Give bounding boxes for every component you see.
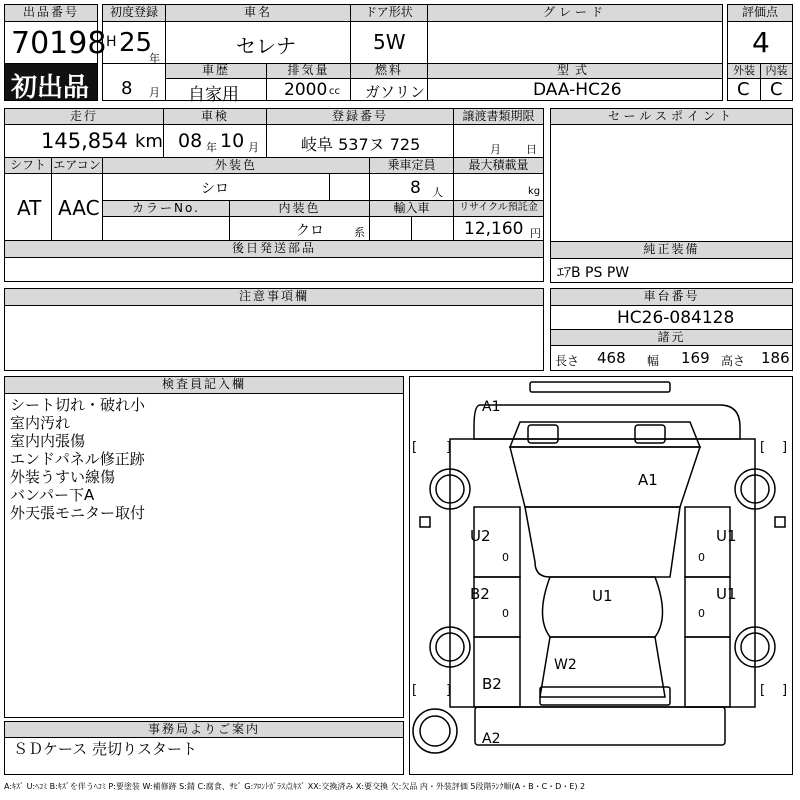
damage-mark: A2 bbox=[482, 731, 501, 747]
insp-year-unit: 年 bbox=[206, 141, 217, 154]
int-cell bbox=[760, 78, 793, 101]
inspection-cell bbox=[163, 124, 267, 158]
model: DAA-HC26 bbox=[533, 80, 622, 100]
equipment-cell bbox=[550, 258, 793, 283]
damage-diagram bbox=[409, 376, 793, 775]
sales-cell bbox=[550, 124, 793, 242]
year: 25 bbox=[119, 28, 153, 58]
height-label: 高さ bbox=[721, 354, 746, 368]
import-cell-a bbox=[369, 216, 412, 241]
fuel: ガソリン bbox=[365, 83, 426, 101]
capacity-header: 乗車定員 bbox=[369, 157, 454, 174]
lot-number-header: 出品番号 bbox=[4, 4, 98, 22]
reg-cell bbox=[266, 124, 454, 158]
era: H bbox=[106, 34, 117, 50]
equipment: ｴｱB PS PW bbox=[557, 265, 630, 281]
grade-header: グレード bbox=[427, 4, 723, 22]
door-header: ドア形状 bbox=[350, 4, 428, 22]
car-outline bbox=[410, 377, 794, 776]
damage-mark: U1 bbox=[716, 585, 737, 603]
specs-header: 諸元 bbox=[550, 329, 793, 346]
bracket-mark: ] bbox=[782, 440, 788, 455]
office-text: ＳＤケース 売切りスタート bbox=[13, 740, 198, 758]
model-cell bbox=[427, 78, 723, 101]
inspector-line: 室内内張傷 bbox=[10, 432, 86, 450]
grade-cell bbox=[427, 21, 723, 64]
displacement-unit: cc bbox=[329, 86, 340, 97]
shift: AT bbox=[17, 196, 42, 220]
first-reg-header: 初度登録 bbox=[102, 4, 166, 22]
history-cell bbox=[165, 78, 267, 105]
length: 468 bbox=[597, 349, 626, 367]
recycle: 12,160 bbox=[464, 219, 524, 239]
capacity-cell bbox=[369, 173, 454, 201]
damage-mark: B2 bbox=[470, 585, 490, 603]
history: 自家用 bbox=[188, 85, 239, 105]
first-reg-month-cell bbox=[102, 63, 166, 101]
score: 4 bbox=[752, 26, 770, 59]
month: 8 bbox=[121, 78, 133, 99]
insp-year: 08 bbox=[178, 130, 203, 152]
specs-cell bbox=[550, 345, 793, 371]
shift-cell bbox=[4, 173, 52, 241]
ext-header: 外装 bbox=[727, 63, 761, 79]
damage-mark: A1 bbox=[638, 471, 658, 489]
displacement-header: 排気量 bbox=[266, 63, 351, 79]
color-no-cell bbox=[102, 216, 230, 241]
bracket-mark: ] bbox=[446, 440, 452, 455]
first-listing-label: 初出品 bbox=[11, 73, 90, 103]
doc-cell bbox=[453, 124, 544, 158]
displacement: 2000 bbox=[284, 80, 328, 100]
office-header: 事務局よりご案内 bbox=[4, 721, 404, 738]
int-score: C bbox=[770, 79, 783, 100]
recycle-header: リサイクル預託金 bbox=[453, 200, 544, 217]
load-unit: kg bbox=[528, 186, 541, 197]
displacement-cell bbox=[266, 78, 351, 101]
mileage: 145,854 bbox=[41, 129, 128, 153]
inspector-header: 検査員記入欄 bbox=[4, 376, 404, 394]
inspector-line: 外装うすい線傷 bbox=[10, 468, 116, 486]
notes-cell bbox=[4, 305, 544, 371]
score-header: 評価点 bbox=[727, 4, 793, 22]
len-label: 長さ bbox=[555, 354, 580, 368]
mileage-cell bbox=[4, 124, 164, 158]
ext-cell bbox=[727, 78, 761, 101]
insp-month-unit: 月 bbox=[248, 141, 259, 154]
car-name-cell bbox=[165, 21, 351, 64]
legend: A:ｷｽﾞ U:ﾍｺﾐ B:ｷｽﾞを伴うﾍｺﾐ P:要塗装 W:補修跡 S:錆 C:腐食、ｻﾋﾞ G:ﾌﾛﾝﾄｶﾞﾗｽ点ｷｽﾞ XX:交換済み X:要交換 欠:欠品 内・外装評価 5段階ﾗﾝｸ順(A・B・C・D・E) 2 bbox=[4, 782, 586, 791]
car-name-header: 車名 bbox=[165, 4, 351, 22]
reg-number: 岐阜 537ヌ 725 bbox=[301, 135, 421, 154]
fuel-header: 燃料 bbox=[350, 63, 428, 79]
inspector-line: エンドパネル修正跡 bbox=[10, 450, 145, 468]
ac: AAC bbox=[58, 196, 100, 220]
ext-score: C bbox=[737, 79, 750, 100]
door-cell bbox=[350, 21, 428, 64]
office-cell bbox=[4, 737, 404, 775]
color-no-header: カラーNo. bbox=[102, 200, 230, 217]
zero-mark: 0 bbox=[502, 551, 509, 564]
ac-cell bbox=[51, 173, 103, 241]
mileage-header: 走行 bbox=[4, 108, 164, 125]
inspection-header: 車検 bbox=[163, 108, 267, 125]
height: 186 bbox=[761, 349, 790, 367]
chassis: HC26-084128 bbox=[617, 308, 735, 328]
zero-mark: 0 bbox=[502, 607, 509, 620]
damage-mark: U1 bbox=[716, 527, 737, 545]
bracket-mark: [ bbox=[760, 440, 766, 455]
doc-month: 月 bbox=[490, 143, 501, 156]
score-cell bbox=[727, 21, 793, 64]
doc-day: 日 bbox=[526, 143, 537, 156]
zero-mark: 0 bbox=[698, 607, 705, 620]
reg-header: 登録番号 bbox=[266, 108, 454, 125]
lot-number-cell bbox=[4, 21, 107, 64]
damage-mark: U2 bbox=[470, 527, 491, 545]
inspector-line: シート切れ・破れ小 bbox=[10, 396, 146, 414]
int-color-cell bbox=[229, 216, 370, 241]
lot-number: 70198 bbox=[11, 26, 107, 61]
capacity: 8 bbox=[410, 178, 421, 198]
damage-mark: U1 bbox=[592, 587, 613, 605]
recycle-unit: 円 bbox=[530, 227, 541, 240]
chassis-header: 車台番号 bbox=[550, 288, 793, 306]
capacity-unit: 人 bbox=[432, 186, 443, 199]
ext-color-cell bbox=[102, 173, 330, 201]
month-unit: 月 bbox=[149, 86, 160, 99]
notes-header: 注意事項欄 bbox=[4, 288, 544, 306]
int-color-unit: 系 bbox=[354, 226, 365, 239]
first-reg-cell bbox=[102, 21, 166, 64]
width: 169 bbox=[681, 349, 710, 367]
bracket-mark: [ bbox=[412, 683, 418, 698]
int-color: クロ bbox=[296, 223, 324, 239]
ac-header: エアコン bbox=[51, 157, 103, 174]
import-cell-b bbox=[411, 216, 454, 241]
year-unit: 年 bbox=[149, 52, 160, 65]
bracket-mark: ] bbox=[782, 683, 788, 698]
history-header: 車歴 bbox=[165, 63, 267, 79]
later-parts-cell bbox=[4, 257, 544, 282]
damage-mark: B2 bbox=[482, 675, 502, 693]
damage-mark: A1 bbox=[482, 399, 501, 415]
damage-mark: W2 bbox=[554, 657, 577, 673]
ext-color-header: 外装色 bbox=[102, 157, 370, 174]
chassis-cell bbox=[550, 305, 793, 330]
inspector-line: バンパー下A bbox=[10, 486, 95, 504]
load-header: 最大積載量 bbox=[453, 157, 544, 174]
inspector-line: 室内汚れ bbox=[10, 414, 71, 432]
door: 5W bbox=[373, 30, 406, 54]
first-listing-badge bbox=[4, 63, 98, 101]
int-color-header: 内装色 bbox=[229, 200, 370, 217]
import-header: 輸入車 bbox=[369, 200, 454, 217]
bracket-mark: [ bbox=[760, 683, 766, 698]
ext-color: シロ bbox=[201, 181, 229, 197]
mileage-unit: km bbox=[135, 131, 163, 152]
zero-mark: 0 bbox=[698, 551, 705, 564]
fuel-cell bbox=[350, 78, 428, 101]
recycle-cell bbox=[453, 216, 544, 241]
bracket-mark: ] bbox=[446, 683, 452, 698]
doc-header: 譲渡書類期限 bbox=[453, 108, 544, 125]
model-header: 型式 bbox=[427, 63, 723, 79]
load-cell bbox=[453, 173, 544, 201]
int-header: 内装 bbox=[760, 63, 793, 79]
bracket-mark: [ bbox=[412, 440, 418, 455]
insp-month: 10 bbox=[220, 130, 245, 152]
sales-header: セールスポイント bbox=[550, 108, 793, 125]
width-label: 幅 bbox=[647, 354, 660, 368]
car-name: セレナ bbox=[236, 34, 296, 58]
shift-header: シフト bbox=[4, 157, 52, 174]
equipment-header: 純正装備 bbox=[550, 241, 793, 259]
ext-color-extra-cell bbox=[329, 173, 370, 201]
later-parts-header: 後日発送部品 bbox=[4, 240, 544, 258]
inspector-notes bbox=[4, 393, 404, 718]
inspector-line: 外天張モニター取付 bbox=[10, 504, 146, 522]
